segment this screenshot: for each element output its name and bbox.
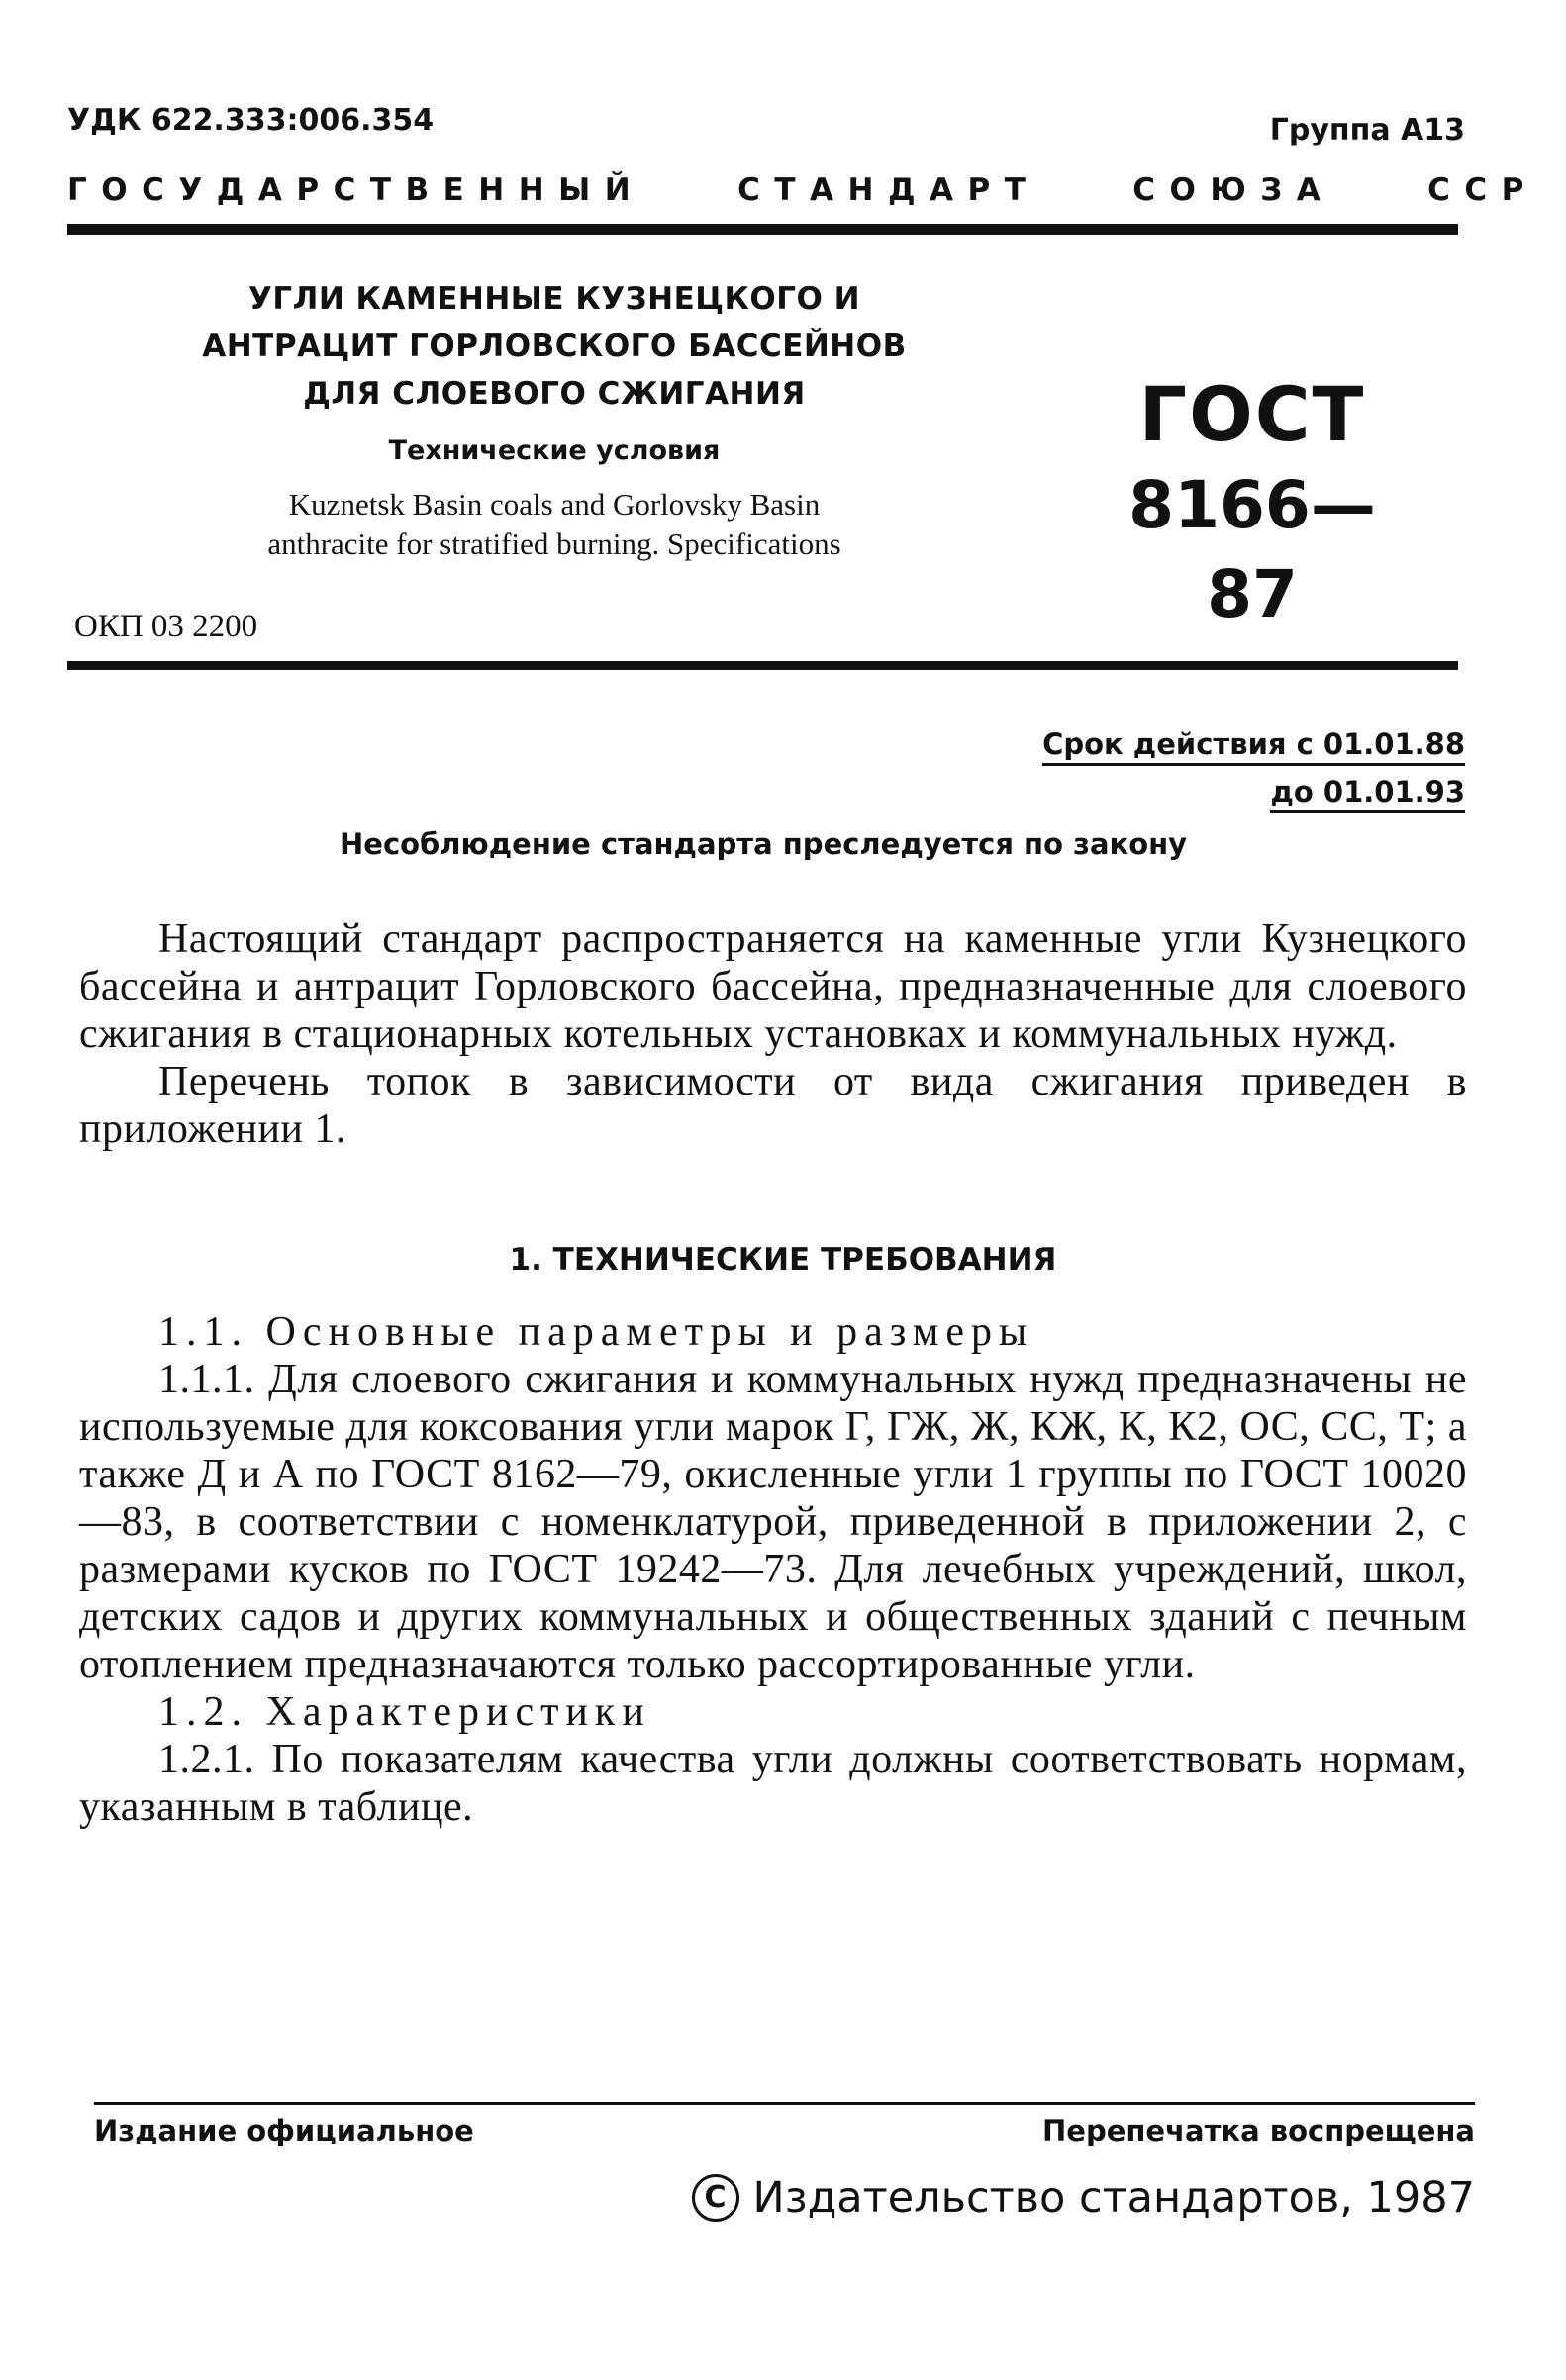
title-rule	[67, 661, 1458, 670]
validity-to: до 01.01.93	[1270, 775, 1465, 813]
title-english-line: Kuznetsk Basin coals and Gorlovsky Basin	[288, 487, 821, 522]
title-line: УГЛИ КАМЕННЫЕ КУЗНЕЦКОГО И	[247, 281, 861, 317]
copyright-icon: C	[692, 2174, 739, 2222]
reprint-notice: Перепечатка воспрещена	[1042, 2114, 1475, 2147]
footer-rule	[94, 2102, 1475, 2105]
paragraph: 1.2.1. По показателям качества угли должны соответствовать нормам, указанным в таблице.	[79, 1737, 1467, 1830]
header-rule	[67, 224, 1458, 235]
group-code: Группа А13	[1269, 113, 1465, 147]
title-english	[198, 485, 911, 564]
subsection-heading: 1.2. Характеристики	[158, 1689, 651, 1735]
udk-code: УДК 622.333:006.354	[67, 103, 435, 138]
title-english-line: anthracite for stratified burning. Specifications	[267, 526, 841, 561]
gost-label: ГОСТ	[1138, 370, 1366, 458]
publisher-name: Издательство стандартов, 1987	[752, 2173, 1475, 2223]
paragraph: 1.1.1. Для слоевого сжигания и коммунальных нужд предназначены не используемые для коксования угли марок Г, ГЖ, Ж, КЖ, К, К2, ОС, СС, Т; а также Д и А по ГОСТ 8162—79, окисленные угли 1 группы по ГОСТ 10020—83, в соответствии с номенклатурой, приведенной в приложении 2, с размерами кусков по ГОСТ 19242—73. Для лечебных учреждений, школ, детских садов и других коммунальных и общественных зданий с печным отоплением предназначаются только рассортированные угли.	[79, 1357, 1467, 1687]
title-subtitle: Технические условия	[388, 435, 721, 466]
section-body	[79, 1308, 1467, 1831]
legal-notice: Несоблюдение стандарта преследуется по закону	[340, 827, 1188, 861]
validity-from: Срок действия с 01.01.88	[1042, 727, 1465, 766]
publisher-line	[692, 2173, 1475, 2223]
edition-label: Издание официальное	[94, 2114, 474, 2147]
intro-paragraph: Перечень топок в зависимости от вида сжигания приведен в приложении 1.	[79, 1059, 1467, 1152]
section-title: 1. ТЕХНИЧЕСКИЕ ТРЕБОВАНИЯ	[509, 1242, 1057, 1278]
title-block	[198, 275, 911, 564]
intro-text	[79, 915, 1467, 1153]
gost-designation	[1084, 368, 1420, 639]
title-line: АНТРАЦИТ ГОРЛОВСКОГО БАССЕЙНОВ	[202, 329, 907, 364]
standard-header: ГОСУДАРСТВЕННЫЙ СТАНДАРТ СОЮЗА ССР	[67, 172, 1538, 208]
title-line: ДЛЯ СЛОЕВОГО СЖИГАНИЯ	[303, 376, 806, 412]
gost-number: 8166—87	[1128, 467, 1376, 632]
okp-code: ОКП 03 2200	[74, 609, 258, 644]
intro-paragraph: Настоящий стандарт распространяется на каменные угли Кузнецкого бассейна и антрацит Горловского бассейна, предназначенные для слоевого сжигания в стационарных котельных установках и коммунальных нужд.	[79, 916, 1467, 1057]
subsection-heading: 1.1. Основные параметры и размеры	[158, 1309, 1034, 1355]
validity-period	[1042, 720, 1465, 815]
